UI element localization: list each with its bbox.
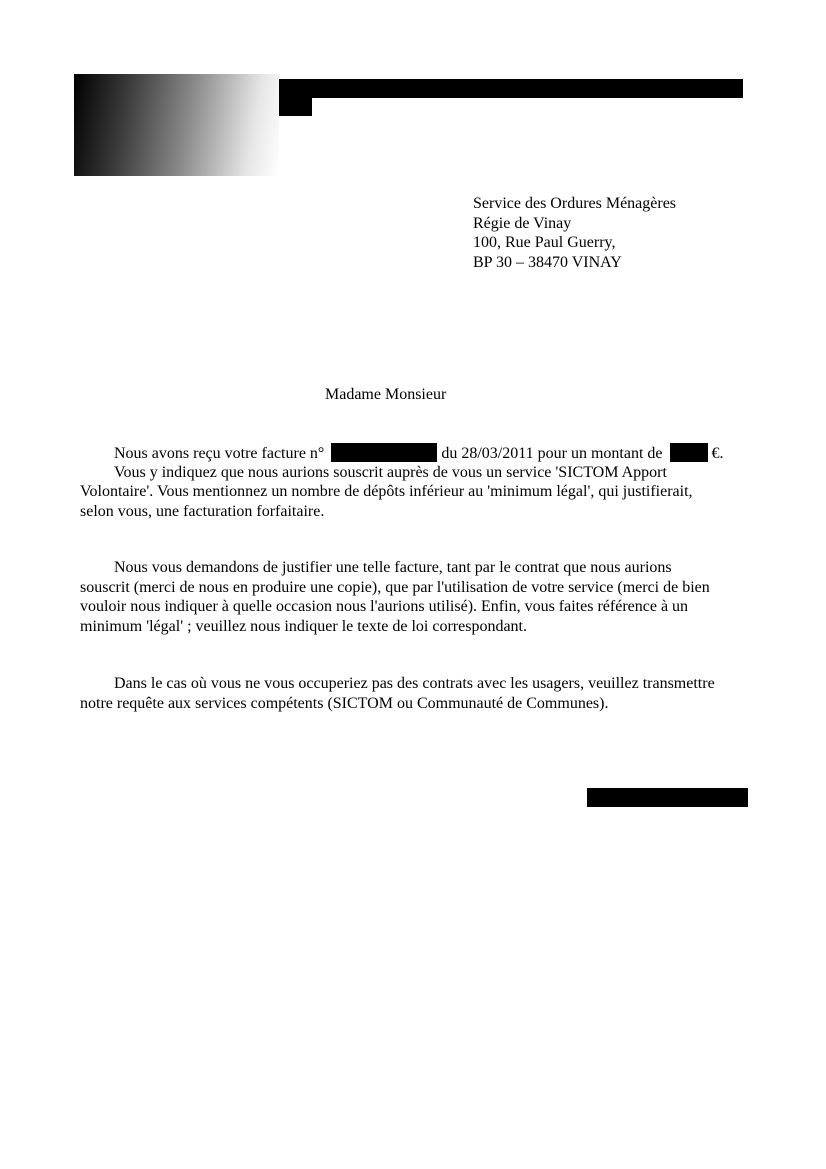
redacted-invoice-number (331, 443, 437, 462)
recipient-line-city: BP 30 – 38470 VINAY (473, 253, 622, 271)
redacted-invoice-amount (670, 443, 708, 462)
paragraph-line: notre requête aux services compétents (SICTOM ou Communauté de Communes). (80, 694, 609, 712)
paragraph-forward-request (80, 674, 746, 713)
paragraph-line: selon vous, une facturation forfaitaire. (80, 502, 325, 520)
paragraph-invoice (80, 443, 746, 521)
redacted-sender-address (279, 98, 312, 116)
salutation: Madame Monsieur (325, 386, 447, 403)
sender-logo-image (74, 74, 279, 176)
redacted-signature (587, 788, 748, 807)
paragraph-line: Nous vous demandons de justifier une telle facture, tant par le contrat que nous aurions (114, 559, 672, 576)
recipient-line-service: Service des Ordures Ménagères (473, 195, 677, 212)
invoice-date-text: du 28/03/2011 pour un montant de (441, 445, 663, 462)
paragraph-line: Volontaire'. Vous mentionnez un nombre de dépôts inférieur au 'minimum légal', qui justifierait, (80, 483, 693, 500)
paragraph-line: Dans le cas où vous ne vous occuperiez pas des contrats avec les usagers, veuillez transmettre (114, 675, 715, 692)
paragraph-line (80, 443, 746, 463)
paragraph-line: Vous y indiquez que nous aurions souscrit auprès de vous un service 'SICTOM Apport (114, 463, 667, 481)
currency-symbol: €. (711, 445, 724, 462)
paragraph-line: minimum 'légal' ; veuillez nous indiquer le texte de loi correspondant. (80, 617, 527, 635)
paragraph-justification (80, 558, 746, 636)
redacted-sender-name (279, 79, 743, 98)
paragraph-line: souscrit (merci de nous en produire une copie), que par l'utilisation de votre service (merci de bien (80, 578, 710, 596)
recipient-line-street: 100, Rue Paul Guerry, (473, 234, 616, 251)
recipient-line-regie: Régie de Vinay (473, 214, 572, 232)
invoice-intro-text: Nous avons reçu votre facture n° (114, 445, 325, 462)
paragraph-line: vouloir nous indiquer à quelle occasion nous l'aurions utilisé). Enfin, vous faites référence à un (80, 598, 689, 615)
recipient-address (473, 194, 676, 272)
